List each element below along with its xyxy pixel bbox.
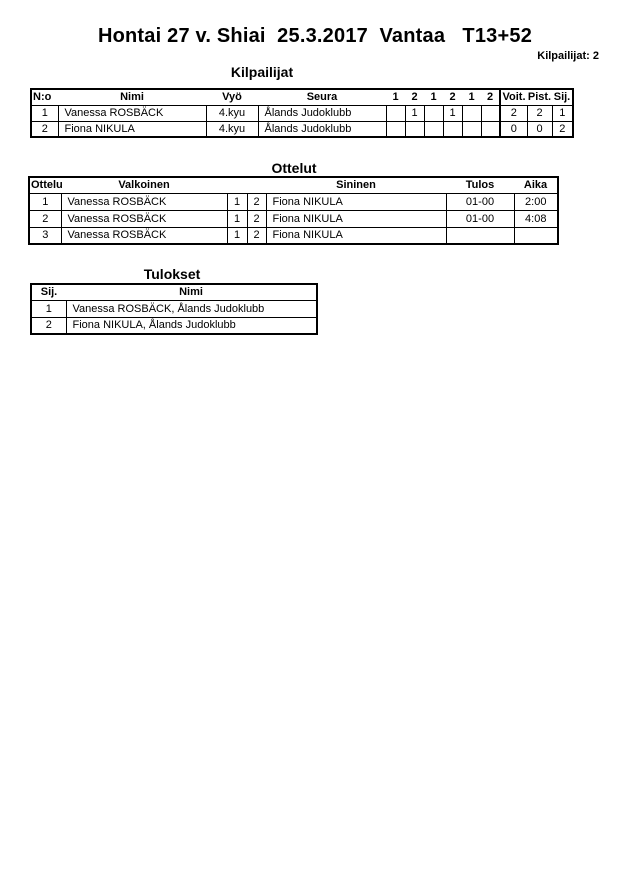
cell-match-no: 2 <box>29 210 61 227</box>
cell-result: 01-00 <box>446 210 514 227</box>
cell-result: 01-00 <box>446 193 514 210</box>
cell-score <box>462 121 481 137</box>
col-header-result: Tulos <box>446 177 514 193</box>
cell-points: 0 <box>527 121 552 137</box>
cell-place: 1 <box>31 300 66 317</box>
section-title-results: Tulokset <box>143 266 201 282</box>
col-header-round-6: 2 <box>481 89 500 105</box>
col-header-points: Pist. <box>527 89 552 105</box>
section-title-matches: Ottelut <box>271 160 317 176</box>
page-title: Hontai 27 v. Shiai 25.3.2017 Vantaa T13+52 <box>97 25 533 47</box>
col-header-wins: Voit. <box>500 89 527 105</box>
cell-place: 2 <box>31 317 66 334</box>
cell-blue-no: 2 <box>247 193 266 210</box>
cell-place: 2 <box>552 121 573 137</box>
col-header-round-1: 1 <box>386 89 405 105</box>
col-header-name: Nimi <box>58 89 206 105</box>
cell-score <box>462 105 481 121</box>
col-header-round-5: 1 <box>462 89 481 105</box>
matches-table <box>28 176 559 245</box>
cell-white-no: 1 <box>227 210 247 227</box>
cell-white-name: Vanessa ROSBÄCK <box>61 210 227 227</box>
cell-wins: 0 <box>500 121 527 137</box>
cell-score <box>386 105 405 121</box>
cell-score: 1 <box>405 105 424 121</box>
cell-score <box>481 105 500 121</box>
cell-no: 1 <box>31 105 58 121</box>
col-header-time: Aika <box>514 177 558 193</box>
col-header-spacer <box>227 177 247 193</box>
competitor-row <box>31 121 573 137</box>
col-header-round-3: 1 <box>424 89 443 105</box>
cell-blue-no: 2 <box>247 227 266 244</box>
col-header-belt: Vyö <box>206 89 258 105</box>
col-header-match: Ottelu <box>29 177 61 193</box>
col-header-no: N:o <box>31 89 58 105</box>
cell-no: 2 <box>31 121 58 137</box>
cell-score <box>405 121 424 137</box>
cell-points: 2 <box>527 105 552 121</box>
competitor-row <box>31 105 573 121</box>
cell-club: Ålands Judoklubb <box>258 105 386 121</box>
cell-time: 4:08 <box>514 210 558 227</box>
cell-name: Fiona NIKULA, Ålands Judoklubb <box>66 317 317 334</box>
matches-header-row <box>29 177 558 193</box>
cell-name: Fiona NIKULA <box>58 121 206 137</box>
cell-white-name: Vanessa ROSBÄCK <box>61 193 227 210</box>
match-row <box>29 210 558 227</box>
col-header-white: Valkoinen <box>61 177 227 193</box>
result-row <box>31 317 317 334</box>
match-row <box>29 227 558 244</box>
results-table <box>30 283 318 335</box>
cell-score <box>424 121 443 137</box>
cell-score: 1 <box>443 105 462 121</box>
cell-match-no: 3 <box>29 227 61 244</box>
col-header-blue: Sininen <box>266 177 446 193</box>
col-header-place: Sij. <box>31 284 66 300</box>
section-title-competitors: Kilpailijat <box>230 64 294 80</box>
cell-belt: 4.kyu <box>206 105 258 121</box>
competitors-header-row <box>31 89 573 105</box>
col-header-round-4: 2 <box>443 89 462 105</box>
results-header-row <box>31 284 317 300</box>
cell-blue-name: Fiona NIKULA <box>266 227 446 244</box>
cell-score <box>386 121 405 137</box>
cell-blue-name: Fiona NIKULA <box>266 193 446 210</box>
cell-time <box>514 227 558 244</box>
cell-wins: 2 <box>500 105 527 121</box>
result-row <box>31 300 317 317</box>
col-header-club: Seura <box>258 89 386 105</box>
competitors-table <box>30 88 574 138</box>
cell-place: 1 <box>552 105 573 121</box>
cell-club: Ålands Judoklubb <box>258 121 386 137</box>
cell-blue-no: 2 <box>247 210 266 227</box>
cell-score <box>481 121 500 137</box>
cell-name: Vanessa ROSBÄCK <box>58 105 206 121</box>
match-row <box>29 193 558 210</box>
cell-belt: 4.kyu <box>206 121 258 137</box>
cell-score <box>443 121 462 137</box>
competitor-count: Kilpailijat: 2 <box>537 50 599 62</box>
cell-white-no: 1 <box>227 193 247 210</box>
col-header-name: Nimi <box>66 284 317 300</box>
col-header-spacer <box>247 177 266 193</box>
col-header-round-2: 2 <box>405 89 424 105</box>
cell-match-no: 1 <box>29 193 61 210</box>
cell-white-name: Vanessa ROSBÄCK <box>61 227 227 244</box>
cell-name: Vanessa ROSBÄCK, Ålands Judoklubb <box>66 300 317 317</box>
cell-result <box>446 227 514 244</box>
cell-blue-name: Fiona NIKULA <box>266 210 446 227</box>
col-header-place: Sij. <box>552 89 573 105</box>
cell-white-no: 1 <box>227 227 247 244</box>
cell-score <box>424 105 443 121</box>
cell-time: 2:00 <box>514 193 558 210</box>
